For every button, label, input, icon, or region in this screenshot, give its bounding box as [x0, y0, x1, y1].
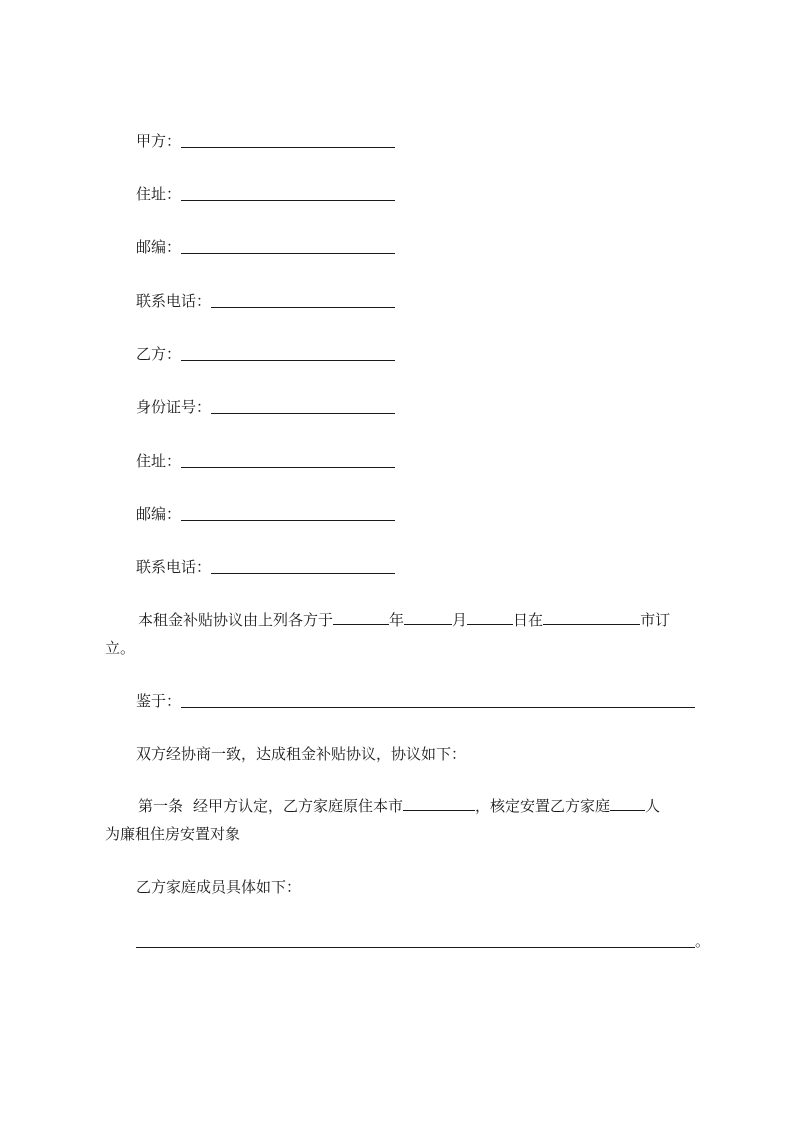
party-b-postcode-blank[interactable] — [181, 503, 395, 521]
members-intro-text: 乙方家庭成员具体如下： — [136, 878, 302, 896]
month-label: 月 — [452, 611, 468, 629]
party-b-blank[interactable] — [181, 343, 395, 361]
party-b-id-row — [136, 396, 395, 418]
party-a-blank[interactable] — [181, 130, 395, 148]
party-b-phone-row — [136, 556, 395, 578]
article-1-text-a: 经甲方认定，乙方家庭原住本市 — [193, 797, 404, 815]
consensus-row — [136, 743, 466, 765]
article-1-line2: 为廉租住房安置对象 — [105, 825, 241, 843]
day-blank[interactable] — [467, 610, 513, 625]
original-district-blank[interactable] — [403, 796, 475, 811]
party-b-row — [136, 343, 395, 365]
members-end-mark: 。 — [695, 932, 711, 950]
party-a-phone-blank[interactable] — [211, 290, 395, 308]
agreement-date-paragraph — [105, 606, 703, 662]
party-a-phone-row — [136, 290, 395, 312]
article-1-title: 第一条 — [138, 797, 184, 815]
consensus-text: 双方经协商一致，达成租金补贴协议，协议如下： — [136, 745, 467, 763]
article-1-paragraph — [105, 792, 703, 848]
party-a-label: 甲方： — [136, 132, 182, 150]
agreement-intro-text: 本租金补贴协议由上列各方于 — [138, 611, 334, 629]
party-a-postcode-row — [136, 236, 395, 258]
year-label: 年 — [389, 611, 405, 629]
party-a-postcode-blank[interactable] — [181, 236, 395, 254]
whereas-blank[interactable] — [181, 690, 695, 708]
members-blank[interactable] — [136, 930, 695, 948]
party-a-address-blank[interactable] — [181, 183, 395, 201]
members-row — [136, 930, 710, 952]
party-b-address-row — [136, 450, 395, 472]
party-a-row — [136, 130, 395, 152]
article-1-text-b: ，核定安置乙方家庭 — [475, 797, 611, 815]
party-a-postcode-label: 邮编： — [136, 238, 182, 256]
party-b-postcode-row — [136, 503, 395, 525]
household-size-blank[interactable] — [610, 796, 645, 811]
party-b-label: 乙方： — [136, 345, 182, 363]
party-b-address-blank[interactable] — [181, 450, 395, 468]
whereas-row — [136, 690, 695, 712]
whereas-label: 鉴于： — [136, 692, 182, 710]
party-b-id-blank[interactable] — [211, 396, 395, 414]
city-label: 市订 — [640, 611, 671, 629]
party-b-phone-blank[interactable] — [211, 556, 395, 574]
city-blank[interactable] — [543, 610, 640, 625]
party-b-postcode-label: 邮编： — [136, 505, 182, 523]
day-label: 日在 — [513, 611, 544, 629]
party-b-id-label: 身份证号： — [136, 398, 212, 416]
party-b-phone-label: 联系电话： — [136, 558, 212, 576]
party-a-address-row — [136, 183, 395, 205]
agreement-intro-line2: 立。 — [105, 639, 136, 657]
party-b-address-label: 住址： — [136, 452, 182, 470]
year-blank[interactable] — [333, 610, 389, 625]
month-blank[interactable] — [404, 610, 452, 625]
party-a-address-label: 住址： — [136, 185, 182, 203]
article-1-text-c: 人 — [645, 797, 661, 815]
members-intro-row — [136, 876, 301, 898]
party-a-phone-label: 联系电话： — [136, 292, 212, 310]
